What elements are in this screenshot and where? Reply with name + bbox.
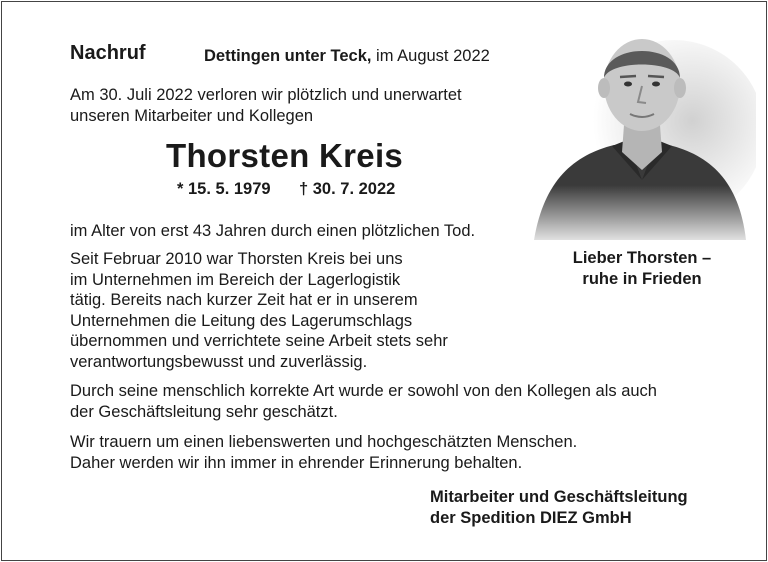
notice-title: Nachruf (70, 42, 146, 64)
place: Dettingen unter Teck, (204, 47, 372, 65)
mourning-paragraph (70, 432, 577, 473)
birth-date: * 15. 5. 1979 (177, 180, 271, 198)
career-paragraph (70, 249, 448, 372)
paragraph-line: im Unternehmen im Bereich der Lagerlogistik (70, 270, 401, 289)
paragraph-line: Wir trauern um einen liebenswerten und hochgeschätzten Menschen. (70, 433, 578, 451)
signature-line: Mitarbeiter und Geschäftsleitung (430, 488, 688, 506)
signature-line: der Spedition DIEZ GmbH (430, 509, 632, 527)
photo-caption (552, 248, 732, 290)
signature-block (430, 487, 688, 529)
intro-text (70, 85, 462, 126)
caption-line: ruhe in Frieden (582, 270, 702, 288)
paragraph-line: tätig. Bereits nach kurzer Zeit hat er in unserem (70, 291, 418, 309)
paragraph-line: verantwortungsbewusst und zuverlässig. (70, 352, 368, 371)
paragraph-line: der Geschäftsleitung sehr geschätzt. (70, 402, 338, 421)
death-date: † 30. 7. 2022 (299, 180, 396, 198)
portrait-illustration (524, 20, 756, 250)
place-and-date (204, 47, 490, 66)
portrait-photo (524, 20, 756, 250)
intro-line: unseren Mitarbeiter und Kollegen (70, 106, 314, 125)
esteem-paragraph (70, 381, 657, 422)
intro-line: Am 30. Juli 2022 verloren wir plötzlich und unerwartet (70, 86, 462, 104)
obituary-notice (1, 1, 767, 561)
paragraph-line: Seit Februar 2010 war Thorsten Kreis bei uns (70, 250, 403, 268)
paragraph-line: übernommen und verrichtete seine Arbeit stets sehr (70, 332, 448, 350)
paragraph-line: Durch seine menschlich korrekte Art wurde er sowohl von den Kollegen als auch (70, 382, 657, 400)
paragraph-line: Daher werden wir ihn immer in ehrender Erinnerung behalten. (70, 453, 523, 472)
paragraph-line: Unternehmen die Leitung des Lagerumschlags (70, 311, 413, 330)
age-line: im Alter von erst 43 Jahren durch einen plötzlichen Tod. (70, 222, 476, 240)
deceased-name: Thorsten Kreis (166, 137, 404, 174)
caption-line: Lieber Thorsten – (572, 249, 712, 267)
date: im August 2022 (371, 47, 490, 65)
